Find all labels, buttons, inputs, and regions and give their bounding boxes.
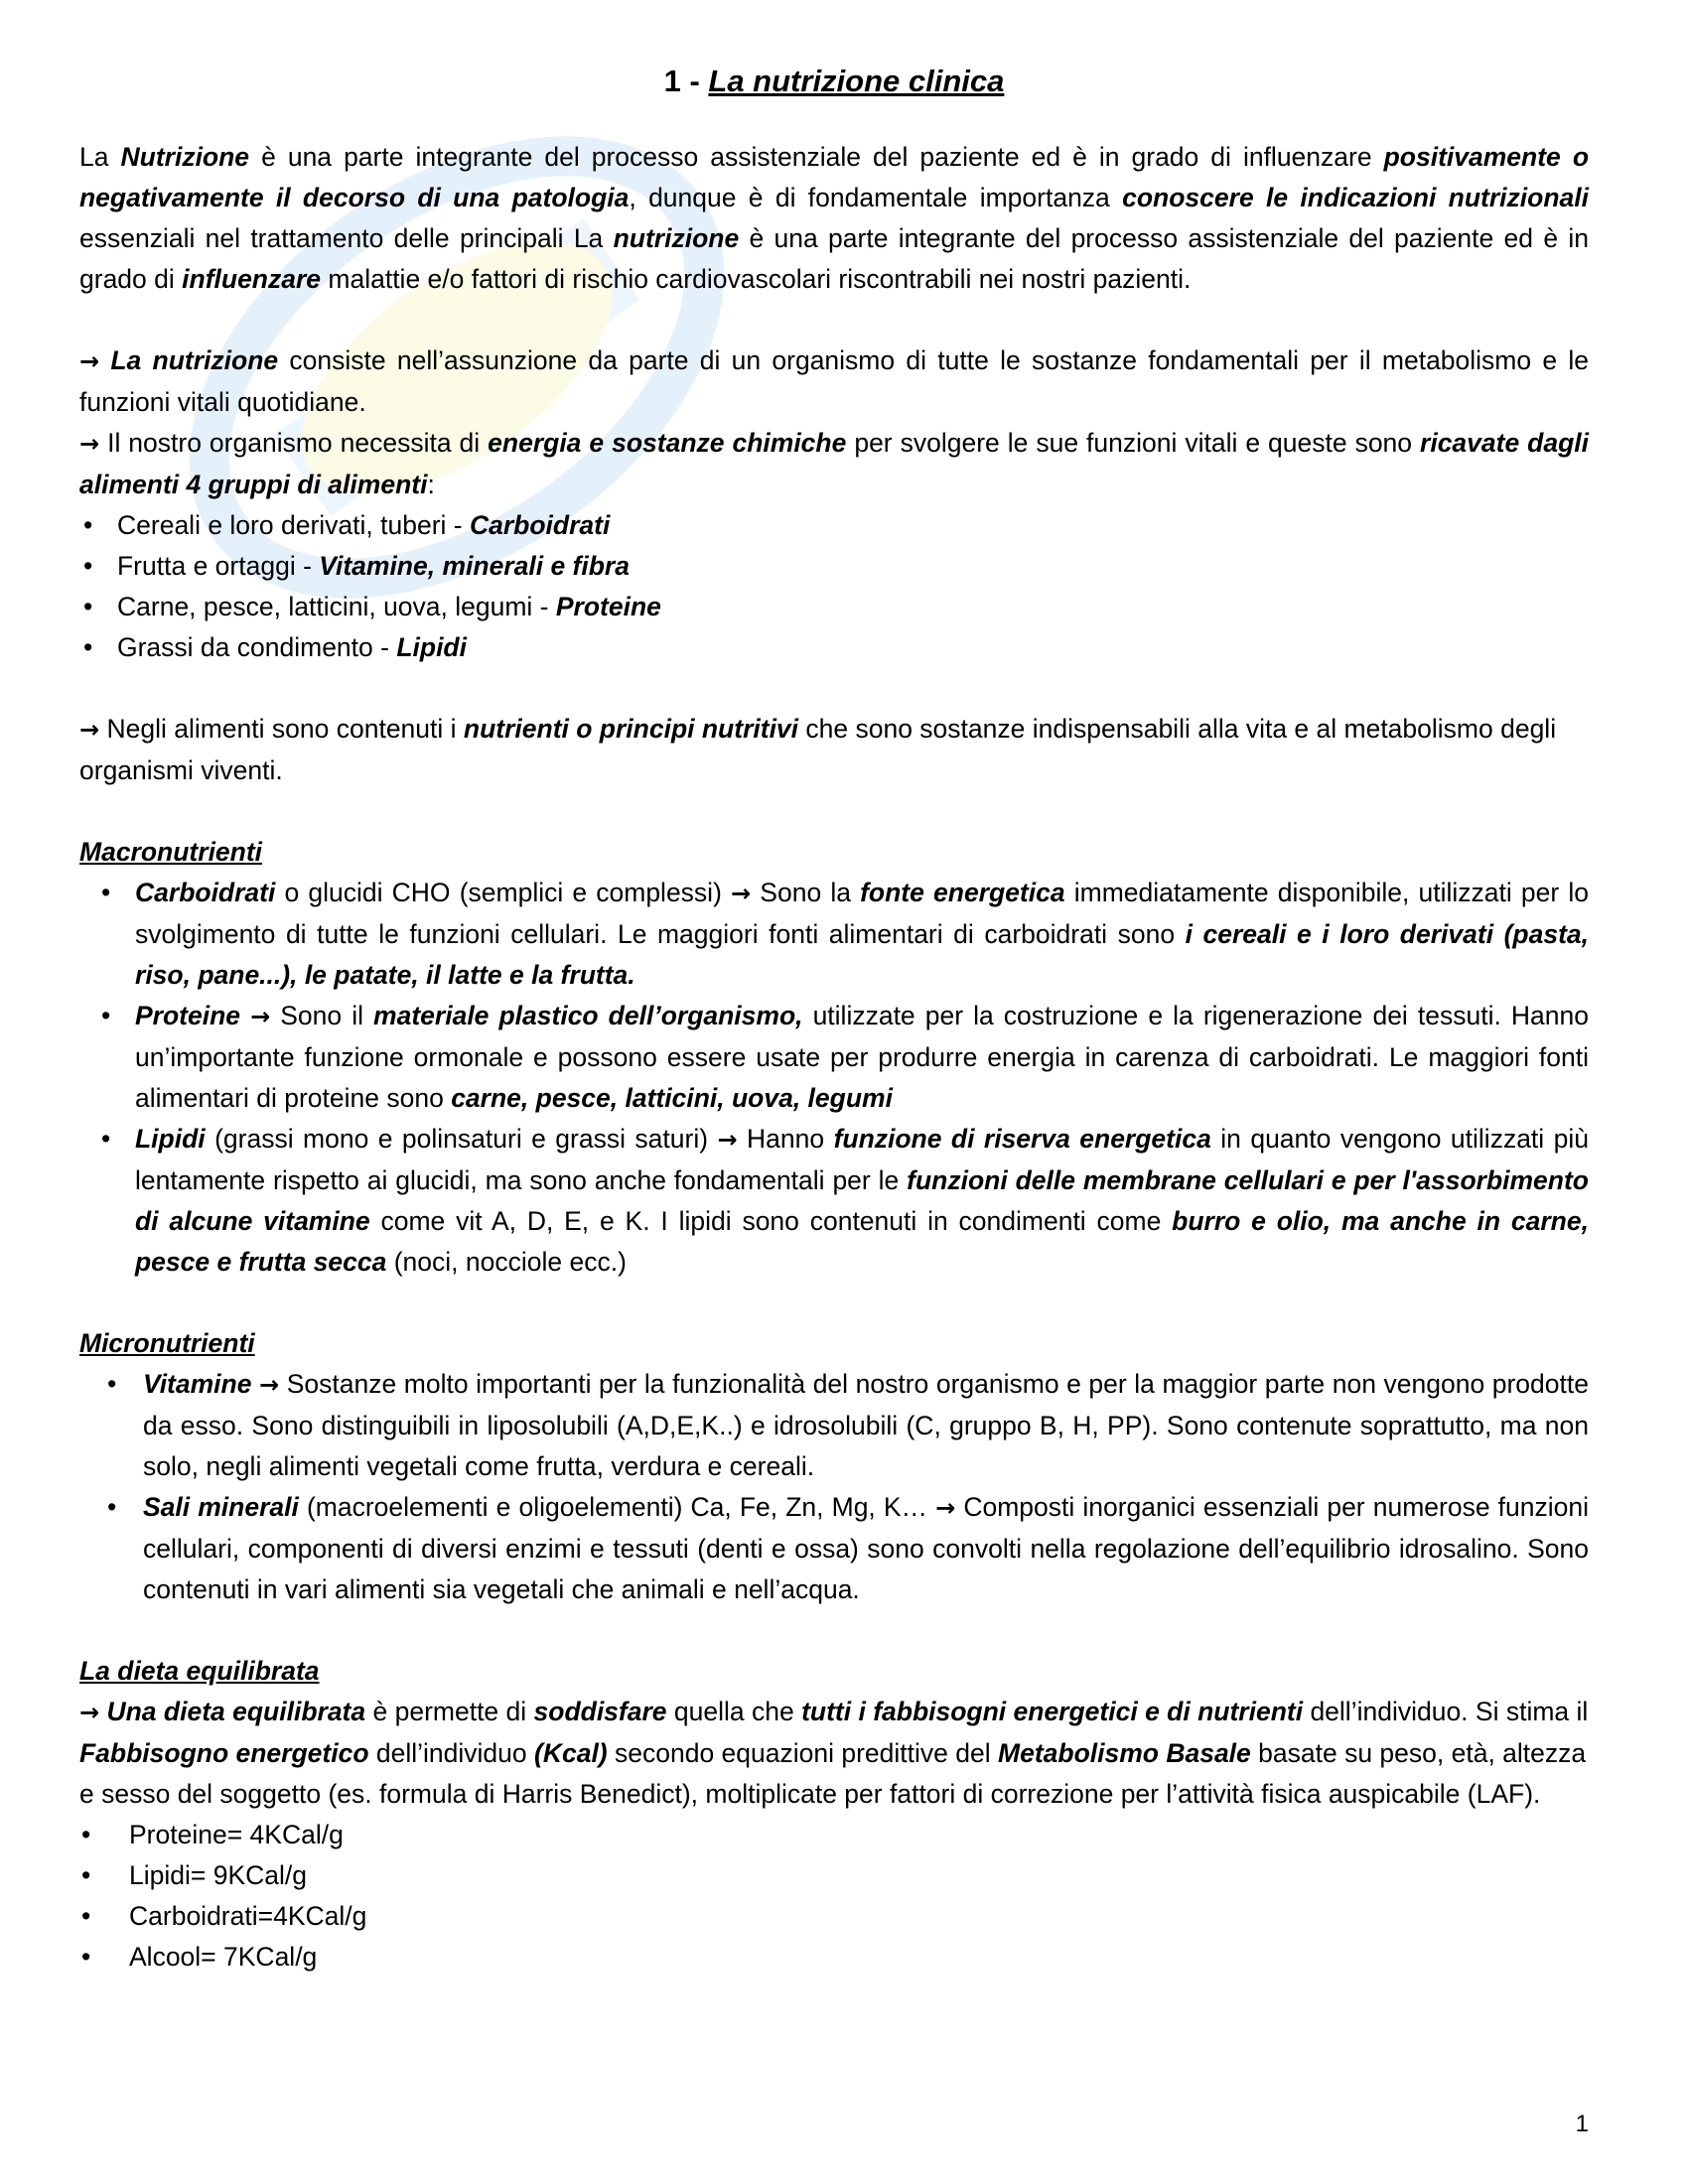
arrow-icon: → <box>79 430 100 458</box>
list-item: • Lipidi= 9KCal/g <box>79 1855 1589 1896</box>
list-item-lipidi: • Lipidi (grassi mono e polinsaturi e grassi saturi) → Hanno funzione di riserva energetica in quanto vengono utilizzati più lentamente rispetto ai glucidi, ma sono anche fondamentali per le funzioni delle membrane cellulari e per l'assorbimento di alcune vitamine come vit A, D, E, e K. I lipidi sono contenuti in condimenti come burro e olio, ma anche in carne, pesce e frutta secca (noci, nocciole ecc.) <box>79 1119 1589 1283</box>
macronutrienti-list <box>79 873 1589 1283</box>
list-item: • Frutta e ortaggi - Vitamine, minerali e fibra <box>79 546 1589 587</box>
arrow-icon: → <box>79 347 100 375</box>
arrow-icon: → <box>731 880 752 907</box>
list-item: • Carboidrati=4KCal/g <box>79 1896 1589 1937</box>
alimenti-paragraph: → Negli alimenti sono contenuti i nutrienti o principi nutritivi che sono sostanze indispensabili alla vita e al metabolismo degli organismi viventi. <box>79 714 1557 785</box>
micronutrienti-heading: Micronutrienti <box>79 1328 255 1358</box>
nutrizione-paragraph: → La nutrizione consiste nell’assunzione da parte di un organismo di tutte le sostanze fondamentali per il metabolismo e le funzioni vitali quotidiane. <box>79 345 1589 417</box>
title-text: La nutrizione clinica <box>708 64 1005 98</box>
list-item-vitamine: • Vitamine → Sostanze molto importanti per la funzionalità del nostro organismo e per la maggior parte non vengono prodotte da esso. Sono distinguibili in liposolubili (A,D,E,K..) e idrosolubili (C, gruppo B, H, PP). Sono contenute soprattutto, ma non solo, negli alimenti vegetali come frutta, verdura e cereali. <box>79 1364 1589 1487</box>
arrow-icon: → <box>79 1699 100 1726</box>
page-title: 1 - La nutrizione clinica <box>663 64 1005 98</box>
dieta-paragraph: → Una dieta equilibrata è permette di soddisfare quella che tutti i fabbisogni energetici e di nutrienti dell’individuo. Si stima il Fabbisogno energetico dell’individuo (Kcal) secondo equazioni predittive del Metabolismo Basale basate su peso, età, altezza e sesso del soggetto (es. formula di Harris Benedict), moltiplicate per fattori di correzione per l’attività fisica auspicabile (LAF). <box>79 1697 1589 1809</box>
macronutrienti-heading: Macronutrienti <box>79 837 263 867</box>
list-item: • Proteine= 4KCal/g <box>79 1815 1589 1855</box>
list-item-proteine: • Proteine → Sono il materiale plastico dell’organismo, utilizzate per la costruzione e la rigenerazione dei tessuti. Hanno un’importante funzione ormonale e possono essere usate per produrre energia in carenza di carboidrati. Le maggiori fonti alimentari di proteine sono carne, pesce, latticini, uova, legumi <box>79 996 1589 1119</box>
list-item: • Carne, pesce, latticini, uova, legumi - Proteine <box>79 587 1589 627</box>
arrow-icon: → <box>250 1003 271 1030</box>
list-item: • Cereali e loro derivati, tuberi - Carboidrati <box>79 505 1589 546</box>
micronutrienti-list <box>79 1364 1589 1610</box>
arrow-icon: → <box>79 716 100 744</box>
document-page <box>79 60 1589 2124</box>
list-item: • Grassi da condimento - Lipidi <box>79 627 1589 668</box>
list-item: • Alcool= 7KCal/g <box>79 1937 1589 1978</box>
intro-paragraph: La Nutrizione è una parte integrante del processo assistenziale del paziente ed è in grado di influenzare positivamente o negativamente il decorso di una patologia, dunque è di fondamentale importanza conoscere le indicazioni nutrizionali essenziali nel trattamento delle principali La nutrizione è una parte integrante del processo assistenziale del paziente ed è in grado di influenzare malattie e/o fattori di rischio cardiovascolari riscontrabili nei nostri pazienti. <box>79 142 1590 294</box>
list-item-carboidrati: • Carboidrati o glucidi CHO (semplici e complessi) → Sono la fonte energetica immediatamente disponibile, utilizzati per lo svolgimento di tutte le funzioni cellulari. Le maggiori fonti alimentari di carboidrati sono i cereali e i loro derivati (pasta, riso, pane...), le patate, il latte e la frutta. <box>79 873 1589 996</box>
organismo-paragraph: → Il nostro organismo necessita di energia e sostanze chimiche per svolgere le sue funzioni vitali e queste sono ricavate dagli alimenti 4 gruppi di alimenti: <box>79 428 1590 499</box>
dieta-heading: La dieta equilibrata <box>79 1656 320 1686</box>
arrow-icon: → <box>935 1494 956 1522</box>
page-number: 1 <box>1575 2111 1589 2137</box>
arrow-icon: → <box>717 1126 738 1154</box>
kcal-list <box>79 1815 1589 1978</box>
gruppi-alimenti-list <box>79 505 1589 668</box>
arrow-icon: → <box>259 1371 280 1399</box>
list-item-sali-minerali: • Sali minerali (macroelementi e oligoelementi) Ca, Fe, Zn, Mg, K… → Composti inorganici essenziali per numerose funzioni cellulari, componenti di diversi enzimi e tessuti (denti e ossa) sono convolti nella regolazione dell’equilibrio idrosalino. Sono contenuti in vari alimenti sia vegetali che animali e nell’acqua. <box>79 1487 1589 1610</box>
